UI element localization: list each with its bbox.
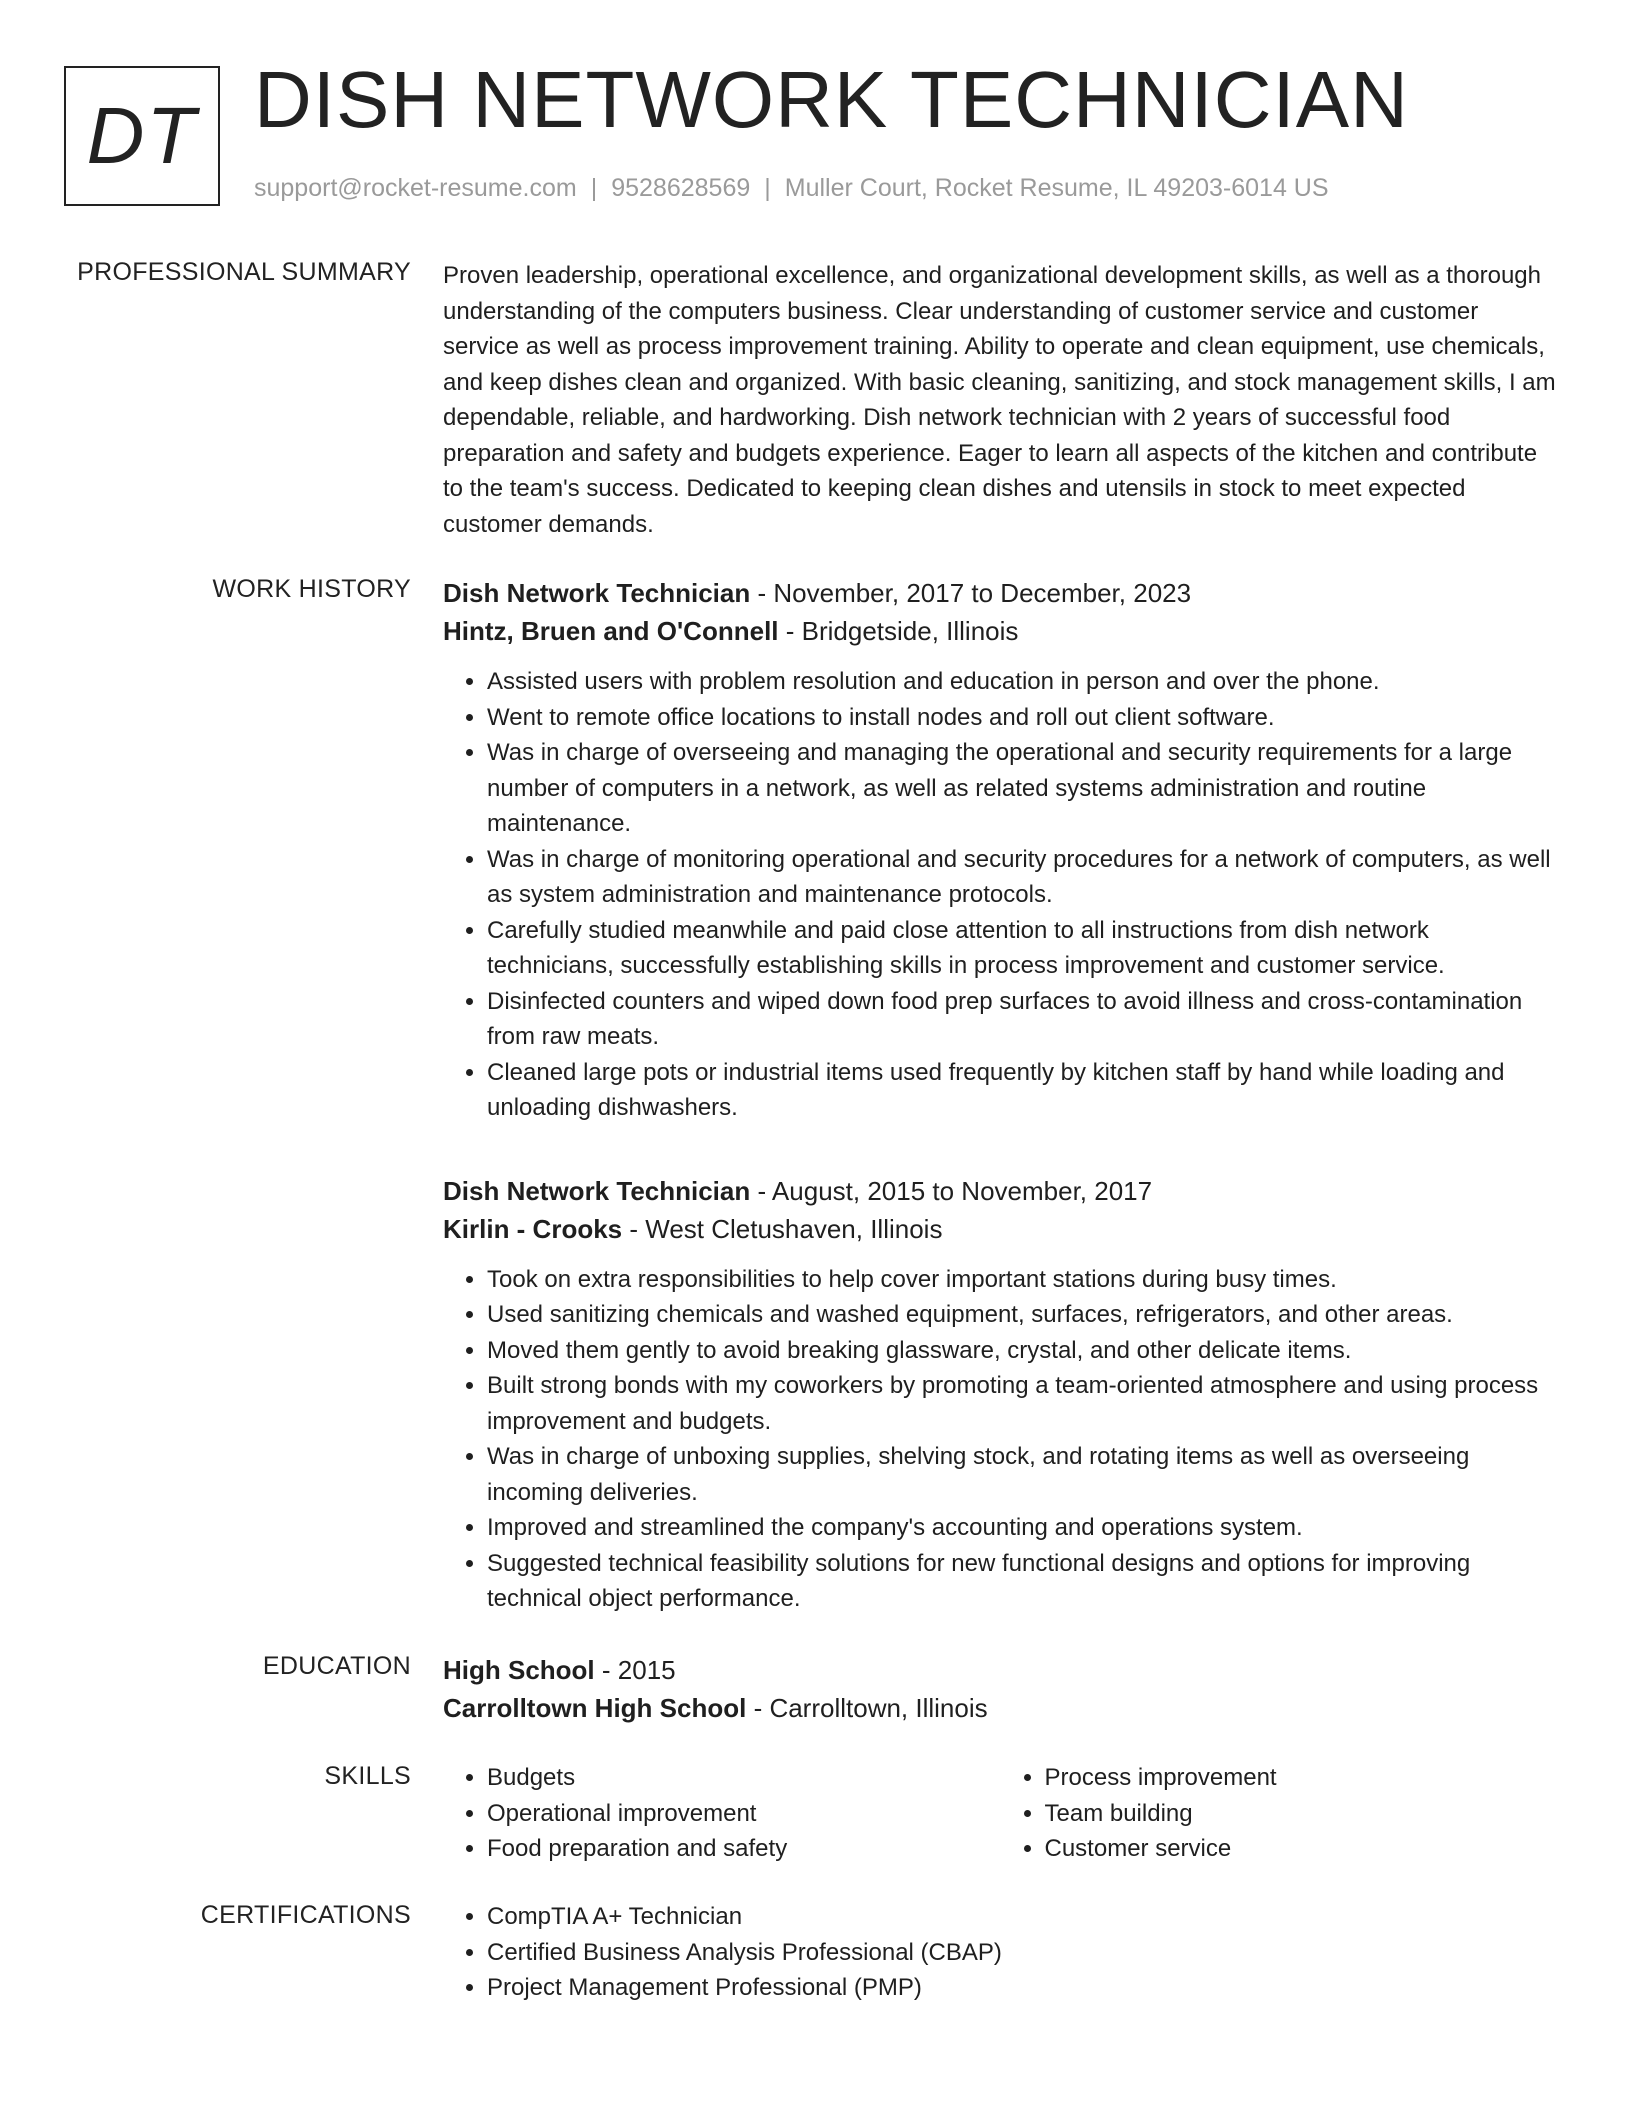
job-bullet: • Used sanitizing chemicals and washed equipment, surfaces, refrigerators, and other areas.	[487, 1297, 1558, 1333]
contact-address: Muller Court, Rocket Resume, IL 49203-6014 US	[784, 174, 1329, 202]
skill-item: • Food preparation and safety	[487, 1831, 1001, 1867]
certification-item: • Certified Business Analysis Professional (CBAP)	[487, 1935, 1558, 1971]
job-entry	[443, 574, 1558, 1126]
job-title: Dish Network Technician	[443, 1175, 751, 1206]
contact-email[interactable]: support@rocket-resume.com	[254, 174, 577, 202]
job-entry	[443, 1172, 1558, 1617]
job-bullet: • Cleaned large pots or industrial items used frequently by kitchen staff by hand while loading and unloading dishwashers.	[487, 1055, 1558, 1126]
job-bullet: • Disinfected counters and wiped down food prep surfaces to avoid illness and cross-contamination from raw meats.	[487, 984, 1558, 1055]
job-location: - Bridgetside, Illinois	[778, 616, 1019, 646]
job-bullet: • Was in charge of overseeing and managing the operational and security requirements for a large number of computers in a network, as well as related systems administration and routine maintenance.	[487, 735, 1558, 842]
education-heading: EDUCATION	[262, 1652, 411, 1680]
monogram-logo: DT	[64, 66, 220, 206]
contact-separator: |	[590, 174, 598, 202]
job-bullets	[443, 664, 1558, 1126]
skills-grid	[443, 1760, 1558, 1867]
job-bullet: • Assisted users with problem resolution and education in person and over the phone.	[487, 664, 1558, 700]
skill-item: • Process improvement	[1045, 1760, 1559, 1796]
job-bullet: • Suggested technical feasibility solutions for new functional designs and options for improving technical object performance.	[487, 1546, 1558, 1617]
certifications-heading: CERTIFICATIONS	[200, 1901, 411, 1929]
job-company-line	[443, 1210, 1558, 1248]
job-title: Dish Network Technician	[443, 578, 751, 608]
job-bullet: • Was in charge of unboxing supplies, shelving stock, and rotating items as well as overseeing incoming deliveries.	[487, 1439, 1558, 1510]
job-company: Kirlin - Crooks	[443, 1213, 623, 1244]
contact-separator: |	[764, 174, 771, 202]
skill-item: • Team building	[1045, 1796, 1559, 1832]
job-bullet: • Improved and streamlined the company's accounting and operations system.	[487, 1510, 1558, 1546]
skill-item: • Operational improvement	[487, 1796, 1001, 1832]
job-bullet: • Took on extra responsibilities to help cover important stations during busy times.	[487, 1262, 1558, 1298]
education-location: - Carrolltown, Illinois	[746, 1693, 988, 1723]
skills-heading: SKILLS	[324, 1762, 411, 1790]
job-dates: - November, 2017 to December, 2023	[750, 578, 1192, 608]
education-degree-line	[443, 1651, 1558, 1689]
job-bullet: • Built strong bonds with my coworkers by promoting a team-oriented atmosphere and using process improvement and budgets.	[487, 1368, 1558, 1439]
skills-list-left	[443, 1760, 1001, 1867]
summary-text: Proven leadership, operational excellence, and organizational development skills, as well as a thorough understanding of the computers business. Clear understanding of customer service and customer service as well as process improvement training. Ability to operate and clean equipment, use chemicals, and keep dishes clean and organized. With basic cleaning, sanitizing, and stock management skills, I am dependable, reliable, and hardworking. Dish network technician with 2 years of successful food preparation and safety and budgets experience. Eager to learn all aspects of the kitchen and contribute to the team's success. Dedicated to keeping clean dishes and utensils in stock to meet expected customer demands.	[443, 262, 1556, 538]
job-bullet: • Moved them gently to avoid breaking glassware, crystal, and other delicate items.	[487, 1333, 1558, 1369]
job-bullet: • Was in charge of monitoring operational and security procedures for a network of computers, as well as system administration and maintenance protocols.	[487, 842, 1558, 913]
education-year: - 2015	[594, 1655, 676, 1685]
job-bullet: • Carefully studied meanwhile and paid close attention to all instructions from dish network technicians, successfully establishing skills in process improvement and customer service.	[487, 913, 1558, 984]
job-dates: - August, 2015 to November, 2017	[750, 1175, 1153, 1206]
job-bullet: • Went to remote office locations to install nodes and roll out client software.	[487, 700, 1558, 736]
job-title-line	[443, 1172, 1558, 1210]
contact-line	[254, 174, 1329, 203]
job-location: - West Cletushaven, Illinois	[622, 1213, 943, 1244]
job-bullets	[443, 1262, 1558, 1617]
education-school: Carrolltown High School	[443, 1693, 747, 1723]
certification-item: • CompTIA A+ Technician	[487, 1899, 1558, 1935]
job-title-line	[443, 574, 1558, 612]
contact-phone[interactable]: 9528628569	[611, 174, 751, 202]
skill-item: • Budgets	[487, 1760, 1001, 1796]
education-degree: High School	[443, 1655, 595, 1685]
candidate-name: DISH NETWORK TECHNICIAN	[254, 55, 1409, 144]
skill-item: • Customer service	[1045, 1831, 1559, 1867]
certification-item: • Project Management Professional (PMP)	[487, 1970, 1558, 2006]
education-school-line	[443, 1689, 1558, 1727]
job-company-line	[443, 612, 1558, 650]
summary-heading: PROFESSIONAL SUMMARY	[77, 258, 411, 286]
skills-list-right	[1001, 1760, 1559, 1867]
work-history-heading: WORK HISTORY	[212, 575, 411, 603]
job-company: Hintz, Bruen and O'Connell	[443, 616, 779, 646]
certifications-list	[443, 1899, 1558, 2006]
